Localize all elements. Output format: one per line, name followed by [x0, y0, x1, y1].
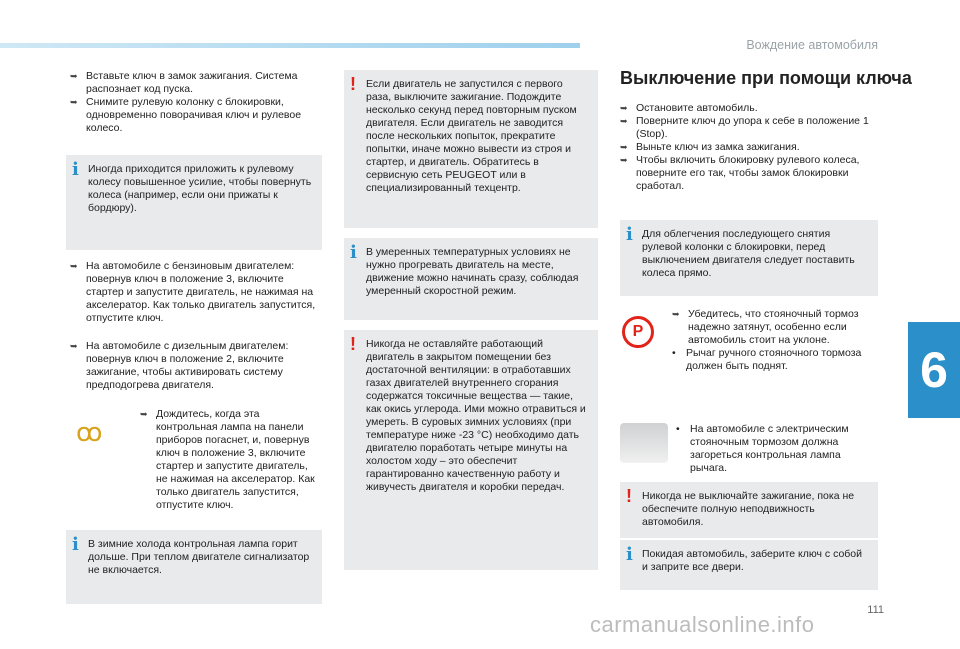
- preheat-instructions: [140, 408, 318, 512]
- list-item: ➥ Остановите автомобиль.: [620, 102, 758, 114]
- arrow-marker-icon: ➥: [70, 261, 78, 271]
- warning-box: ! Если двигатель не запустился с первого раза, выключите зажигание. Подождите несколько секунд перед повторным пуском двигателя. Если двигатель не заводится после нескольких попыток, прекратите попытки, иначе можно вывести из строя и стартер, и двигатель. Обратитесь в сервисную сеть PEUGEOT или в специализированный техцентр.: [344, 70, 598, 228]
- header-bar: [0, 43, 580, 48]
- list-item: ➥ Чтобы включить блокировку рулевого колеса, поверните его так, чтобы замок блокировки сработал.: [620, 154, 860, 192]
- parking-brake-icon: P: [622, 316, 654, 348]
- list-item: ➥ Убедитесь, что стояночный тормоз надежно затянут, особенно если автомобиль стоит на уклоне.: [672, 308, 859, 346]
- diesel-start-instructions: [70, 340, 318, 392]
- preheat-lamp-icon: ꝏ: [76, 418, 103, 448]
- warning-icon: !: [350, 74, 356, 94]
- arrow-marker-icon: ➥: [672, 309, 680, 319]
- arrow-marker-icon: ➥: [140, 409, 148, 419]
- info-box: i В зимние холода контрольная лампа горит дольше. При теплом двигателе сигнализатор не включается.: [66, 530, 322, 604]
- list-item: ➥ На автомобиле с бензиновым двигателем: повернув ключ в положение 3, включите стартер и запустите двигатель, не нажимая на акселератор. Как только двигатель запустится, отпустите ключ.: [70, 260, 316, 324]
- info-box: i Иногда приходится приложить к рулевому колесу повышенное усилие, чтобы повернуть колеса (например, если они прижаты к бордюру).: [66, 155, 322, 250]
- arrow-marker-icon: ➥: [70, 71, 78, 81]
- arrow-marker-icon: ➥: [70, 97, 78, 107]
- info-icon: i: [626, 224, 633, 245]
- info-box: i Покидая автомобиль, заберите ключ с собой и заприте все двери.: [620, 540, 878, 590]
- info-icon: i: [350, 242, 357, 263]
- info-icon: i: [72, 159, 79, 180]
- watermark: carmanualsonline.info: [590, 612, 815, 637]
- bullet-dot-icon: •: [676, 423, 680, 435]
- warning-box: ! Никогда не оставляйте работающий двигатель в закрытом помещении без достаточной вентиляции: в отработавших газах двигателей внутреннего сгорания содержатся токсичные вещества — такие, как окись углерода. Ими можно отравиться и умереть. В суровых зимних условиях (при температуре ниже -23 °C) необходимо дать двигателю поработать четыре минуты на холостом ходу – это обеспечит гарантированно качественную работу и живучесть двигателя и коробки передач.: [344, 330, 598, 570]
- list-item: • На автомобиле с электрическим стояночным тормозом должна загореться контрольная лампа рычага.: [676, 423, 849, 474]
- left-top-bullets: [70, 70, 318, 135]
- page-number: 111: [867, 604, 884, 616]
- list-item: ➥ Вставьте ключ в замок зажигания. Система распознает код пуска.: [70, 70, 298, 95]
- arrow-marker-icon: ➥: [620, 155, 628, 165]
- info-icon: i: [626, 544, 633, 565]
- section-title: Выключение при помощи ключа: [620, 68, 912, 88]
- arrow-marker-icon: ➥: [70, 341, 78, 351]
- arrow-marker-icon: ➥: [620, 103, 628, 113]
- info-icon: i: [72, 534, 79, 555]
- list-item: ➥ Дождитесь, когда эта контрольная лампа на панели приборов погаснет, и, повернув ключ в положение 3, включите стартер и запустите двигатель, не нажимая на акселератор. Как только двигатель запустится, отпустите ключ.: [140, 408, 315, 511]
- arrow-marker-icon: ➥: [620, 142, 628, 152]
- switch-off-steps: [620, 102, 878, 193]
- warning-icon: !: [626, 486, 632, 506]
- electric-brake-notes: [676, 423, 878, 475]
- list-item: ➥ Выньте ключ из замка зажигания.: [620, 141, 800, 153]
- list-item: ➥ Поверните ключ до упора к себе в положение 1 (Stop).: [620, 115, 869, 140]
- warning-icon: !: [350, 334, 356, 354]
- chapter-tab: 6: [908, 322, 960, 418]
- list-item: • Рычаг ручного стояночного тормоза должен быть поднят.: [672, 347, 862, 372]
- info-box: i Для облегчения последующего снятия рулевой колонки с блокировки, перед выключением двигателя следует поставить колеса прямо.: [620, 220, 878, 296]
- page-header-title: Вождение автомобиля: [746, 38, 878, 52]
- warning-box: ! Никогда не выключайте зажигание, пока не обеспечите полную неподвижность автомобиля.: [620, 482, 878, 538]
- parking-brake-notes: [672, 308, 878, 373]
- electric-brake-photo: [620, 423, 668, 463]
- list-item: ➥ На автомобиле с дизельным двигателем: повернув ключ в положение 2, включите зажигание, чтобы активировать систему предподогрева двигателя.: [70, 340, 289, 391]
- info-box: i В умеренных температурных условиях не нужно прогревать двигатель на месте, движение можно начинать сразу, соблюдая умеренный скоростной режим.: [344, 238, 598, 320]
- bullet-dot-icon: •: [672, 347, 676, 359]
- petrol-start-instructions: [70, 260, 318, 325]
- arrow-marker-icon: ➥: [620, 116, 628, 126]
- list-item: ➥ Снимите рулевую колонку с блокировки, одновременно поворачивая ключ и рулевое колесо.: [70, 96, 302, 134]
